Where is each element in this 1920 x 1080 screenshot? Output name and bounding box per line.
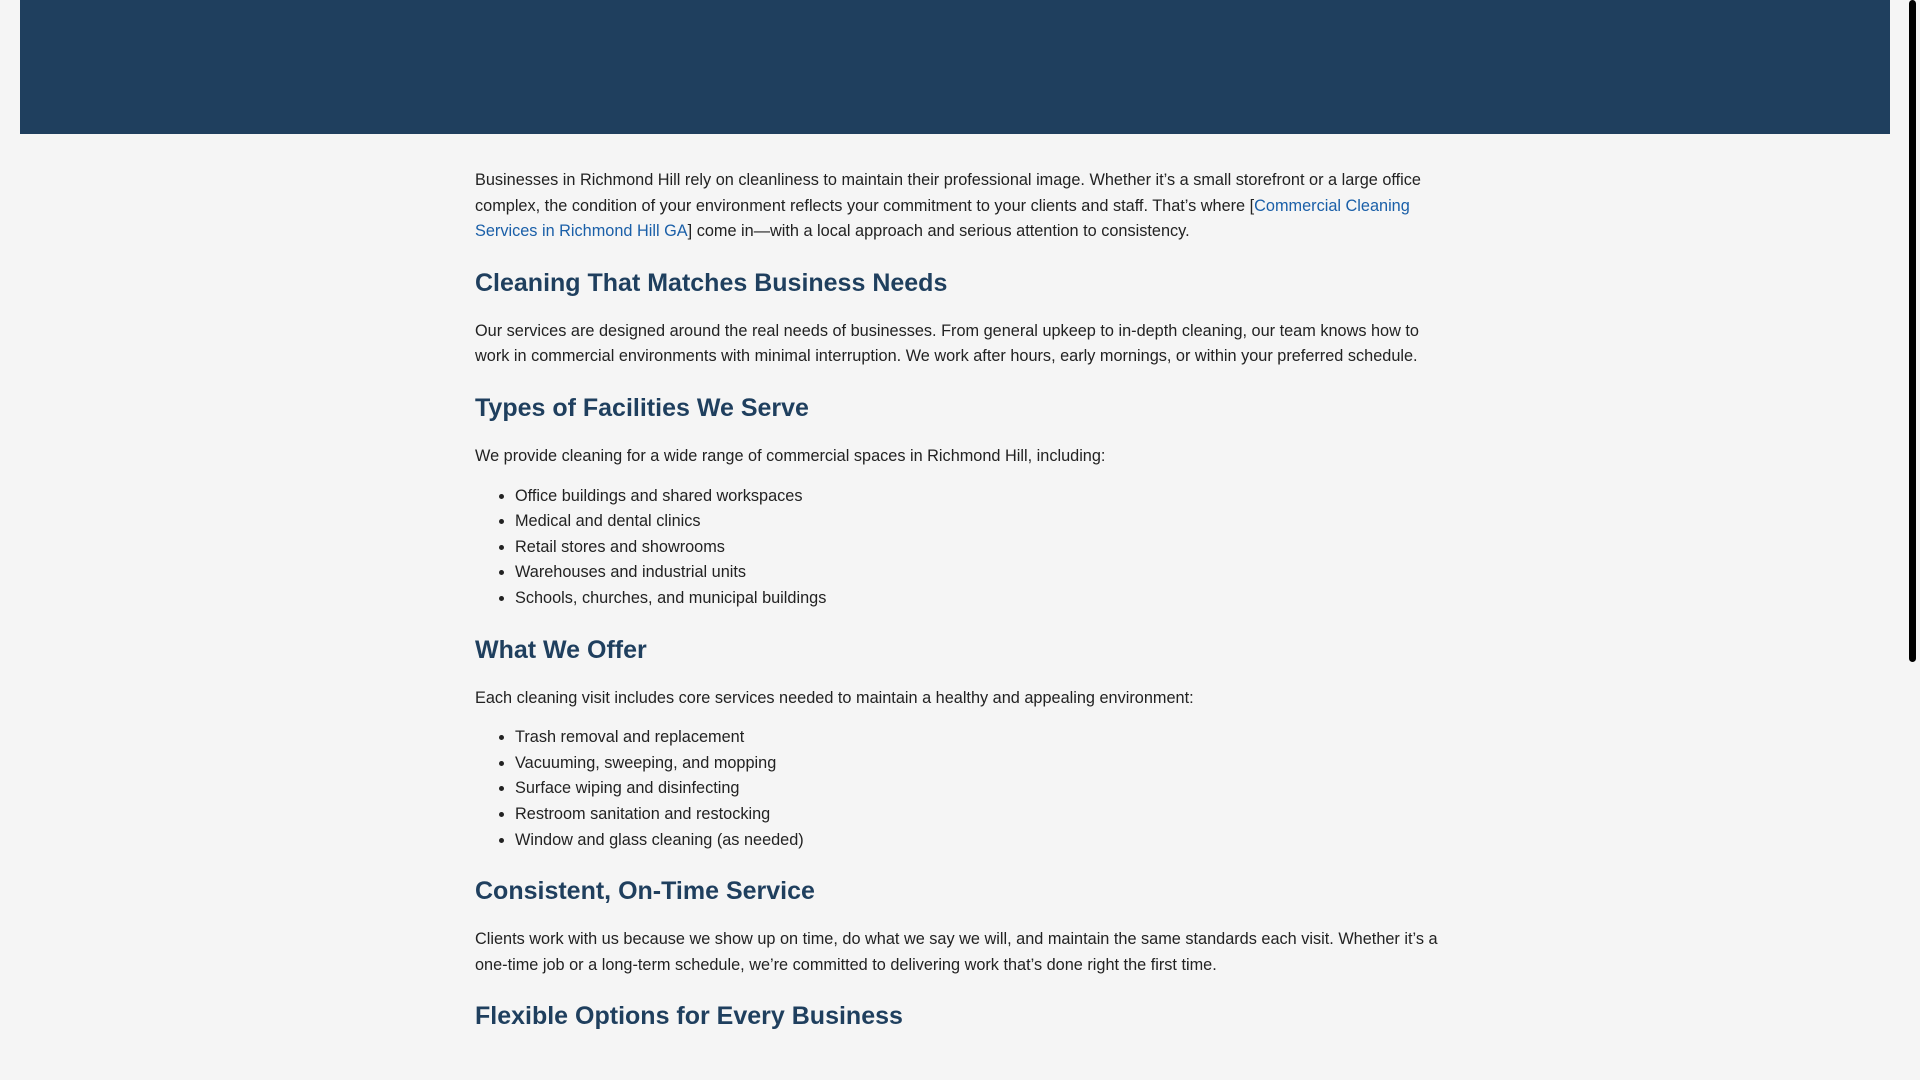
list-item: • Trash removal and replacement: [515, 725, 1445, 751]
list-item: • Retail stores and showrooms: [515, 535, 1445, 561]
heading-business-needs: Cleaning That Matches Business Needs: [475, 268, 948, 297]
facilities-list: [475, 484, 1445, 612]
intro-text-before: Businesses in Richmond Hill rely on cleanliness to maintain their professional image. Whether it’s a small storefront or a large office complex, the condition of your environment reflects your commitment to your clients and staff. That’s where [: [475, 171, 1421, 215]
heading-facilities: Types of Facilities We Serve: [475, 393, 809, 422]
vertical-scrollbar[interactable]: [1905, 0, 1920, 1080]
paragraph-business-needs: Our services are designed around the real needs of businesses. From general upkeep to in-depth cleaning, our team knows how to work in commercial environments with minimal interruption. We work after hours, early mornings, or within your preferred schedule.: [475, 321, 1419, 366]
intro-text-after: ] come in—with a local approach and serious attention to consistency.: [687, 222, 1190, 241]
paragraph-facilities: We provide cleaning for a wide range of commercial spaces in Richmond Hill, including:: [475, 446, 1106, 465]
site-header-banner: [20, 0, 1890, 134]
paragraph-consistent-service: Clients work with us because we show up on time, do what we say we will, and maintain the same standards each visit. Whether it’s a one-time job or a long-term schedule, we’re committed to delivering work that’s done right the first time.: [475, 930, 1438, 974]
intro-paragraph: [475, 168, 1445, 245]
heading-flexible-options: Flexible Options for Every Business: [475, 1002, 903, 1031]
list-item: • Vacuuming, sweeping, and mopping: [515, 751, 1445, 777]
article-content: [475, 168, 1445, 1052]
heading-consistent-service: Consistent, On-Time Service: [475, 877, 815, 906]
scrollbar-thumb[interactable]: [1909, 0, 1916, 662]
commercial-cleaning-link[interactable]: Commercial Cleaning Services in Richmond Hill GA: [475, 196, 1410, 241]
list-item: • Warehouses and industrial units: [515, 560, 1445, 586]
list-item: • Medical and dental clinics: [515, 509, 1445, 535]
heading-what-we-offer: What We Offer: [475, 635, 647, 664]
list-item: • Schools, churches, and municipal buildings: [515, 586, 1445, 612]
list-item: • Office buildings and shared workspaces: [515, 484, 1445, 510]
list-item: • Restroom sanitation and restocking: [515, 802, 1445, 828]
list-item: • Surface wiping and disinfecting: [515, 776, 1445, 802]
paragraph-what-we-offer: Each cleaning visit includes core services needed to maintain a healthy and appealing environment:: [475, 688, 1194, 707]
list-item: • Window and glass cleaning (as needed): [515, 828, 1445, 854]
services-list: [475, 725, 1445, 853]
